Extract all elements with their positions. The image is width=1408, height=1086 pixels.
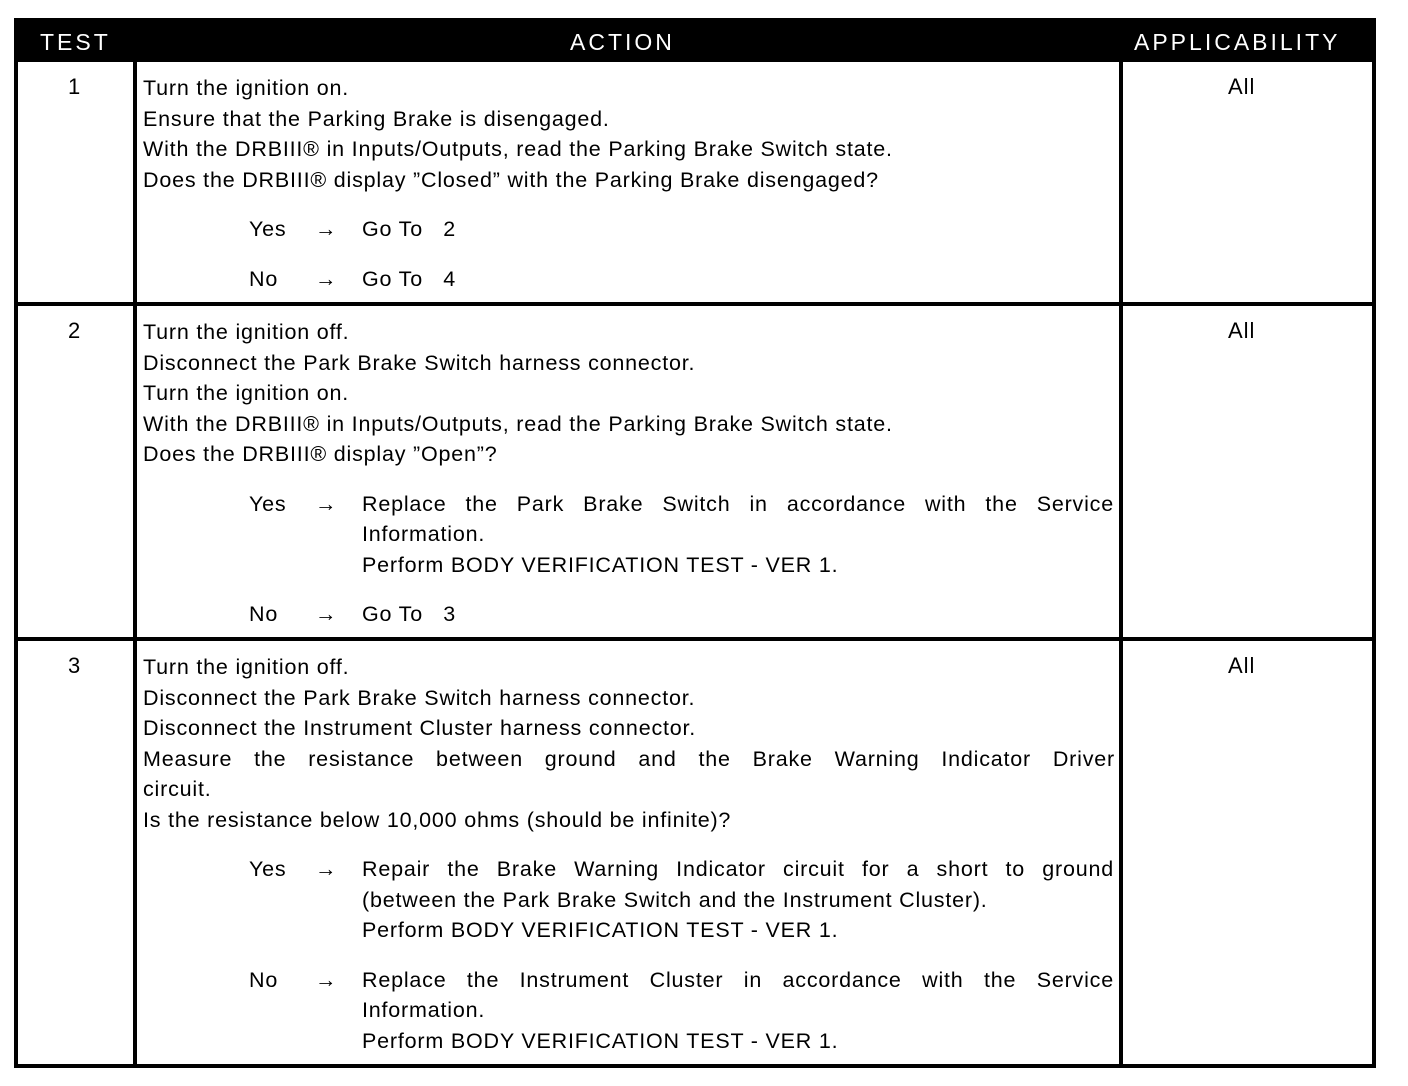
yes-response bbox=[249, 854, 1118, 946]
yes-response bbox=[249, 489, 1118, 581]
header-action: ACTION bbox=[570, 29, 675, 55]
action-step: Ensure that the Parking Brake is disengaged. bbox=[143, 106, 610, 131]
yes-label: Yes bbox=[249, 217, 287, 241]
action-step: Is the resistance below 10,000 ohms (should be infinite)? bbox=[143, 807, 732, 832]
response-text: Go To 4 bbox=[362, 266, 457, 291]
response-text: Replace the Park Brake Switch in accordance with the Service bbox=[362, 491, 1114, 516]
arrow-icon: → bbox=[315, 602, 338, 626]
row-divider bbox=[18, 637, 1372, 641]
action-step: circuit. bbox=[143, 777, 212, 801]
action-cell bbox=[143, 652, 1118, 1056]
no-response bbox=[249, 965, 1118, 1057]
action-step: Disconnect the Park Brake Switch harness connector. bbox=[143, 350, 696, 375]
action-step: Does the DRBIII® display ”Closed” with the Parking Brake disengaged? bbox=[143, 167, 879, 192]
response-text: Perform BODY VERIFICATION TEST - VER 1. bbox=[362, 552, 839, 577]
test-number: 2 bbox=[68, 318, 82, 343]
arrow-icon: → bbox=[315, 266, 338, 291]
response-text: Perform BODY VERIFICATION TEST - VER 1. bbox=[362, 918, 839, 942]
action-step: Turn the ignition on. bbox=[143, 76, 350, 100]
no-response bbox=[249, 264, 1118, 295]
action-step: Turn the ignition off. bbox=[143, 655, 350, 679]
action-step: Turn the ignition off. bbox=[143, 320, 350, 344]
arrow-icon: → bbox=[315, 491, 338, 516]
action-step: Disconnect the Park Brake Switch harness connector. bbox=[143, 685, 696, 710]
arrow-icon: → bbox=[315, 857, 338, 881]
response-text: Replace the Instrument Cluster in accordance with the Service bbox=[362, 967, 1114, 992]
action-step: Turn the ignition on. bbox=[143, 381, 350, 405]
table-header bbox=[18, 22, 1372, 62]
column-divider bbox=[1119, 62, 1123, 1064]
arrow-icon: → bbox=[315, 967, 338, 992]
row-divider bbox=[18, 302, 1372, 306]
action-step: Does the DRBIII® display ”Open”? bbox=[143, 442, 498, 466]
no-label: No bbox=[249, 602, 279, 626]
yes-label: Yes bbox=[249, 491, 287, 516]
yes-label: Yes bbox=[249, 857, 287, 881]
test-number: 3 bbox=[68, 653, 82, 678]
applicability-value: All bbox=[1228, 653, 1256, 678]
response-text: Go To 2 bbox=[362, 217, 457, 241]
diagnostic-test-table bbox=[14, 18, 1376, 1068]
response-text: Go To 3 bbox=[362, 602, 457, 626]
no-label: No bbox=[249, 266, 279, 291]
yes-response bbox=[249, 214, 1118, 245]
response-text: Information. bbox=[362, 998, 486, 1022]
action-step: Disconnect the Instrument Cluster harness connector. bbox=[143, 716, 697, 740]
header-test: TEST bbox=[40, 29, 111, 55]
no-label: No bbox=[249, 967, 279, 992]
response-text: Perform BODY VERIFICATION TEST - VER 1. bbox=[362, 1028, 839, 1053]
response-text: Repair the Brake Warning Indicator circuit for a short to ground bbox=[362, 857, 1114, 881]
action-cell bbox=[143, 317, 1118, 630]
action-step: With the DRBIII® in Inputs/Outputs, read the Parking Brake Switch state. bbox=[143, 411, 893, 436]
test-number: 1 bbox=[68, 74, 82, 99]
applicability-value: All bbox=[1228, 74, 1256, 99]
applicability-value: All bbox=[1228, 318, 1256, 343]
action-step: Measure the resistance between ground and the Brake Warning Indicator Driver bbox=[143, 746, 1115, 771]
no-response bbox=[249, 599, 1118, 630]
column-divider bbox=[133, 62, 137, 1064]
arrow-icon: → bbox=[315, 217, 338, 241]
response-text: (between the Park Brake Switch and the Instrument Cluster). bbox=[362, 887, 988, 912]
header-applicability: APPLICABILITY bbox=[1134, 29, 1341, 55]
action-cell bbox=[143, 73, 1118, 294]
action-step: With the DRBIII® in Inputs/Outputs, read the Parking Brake Switch state. bbox=[143, 137, 893, 161]
response-text: Information. bbox=[362, 522, 486, 546]
